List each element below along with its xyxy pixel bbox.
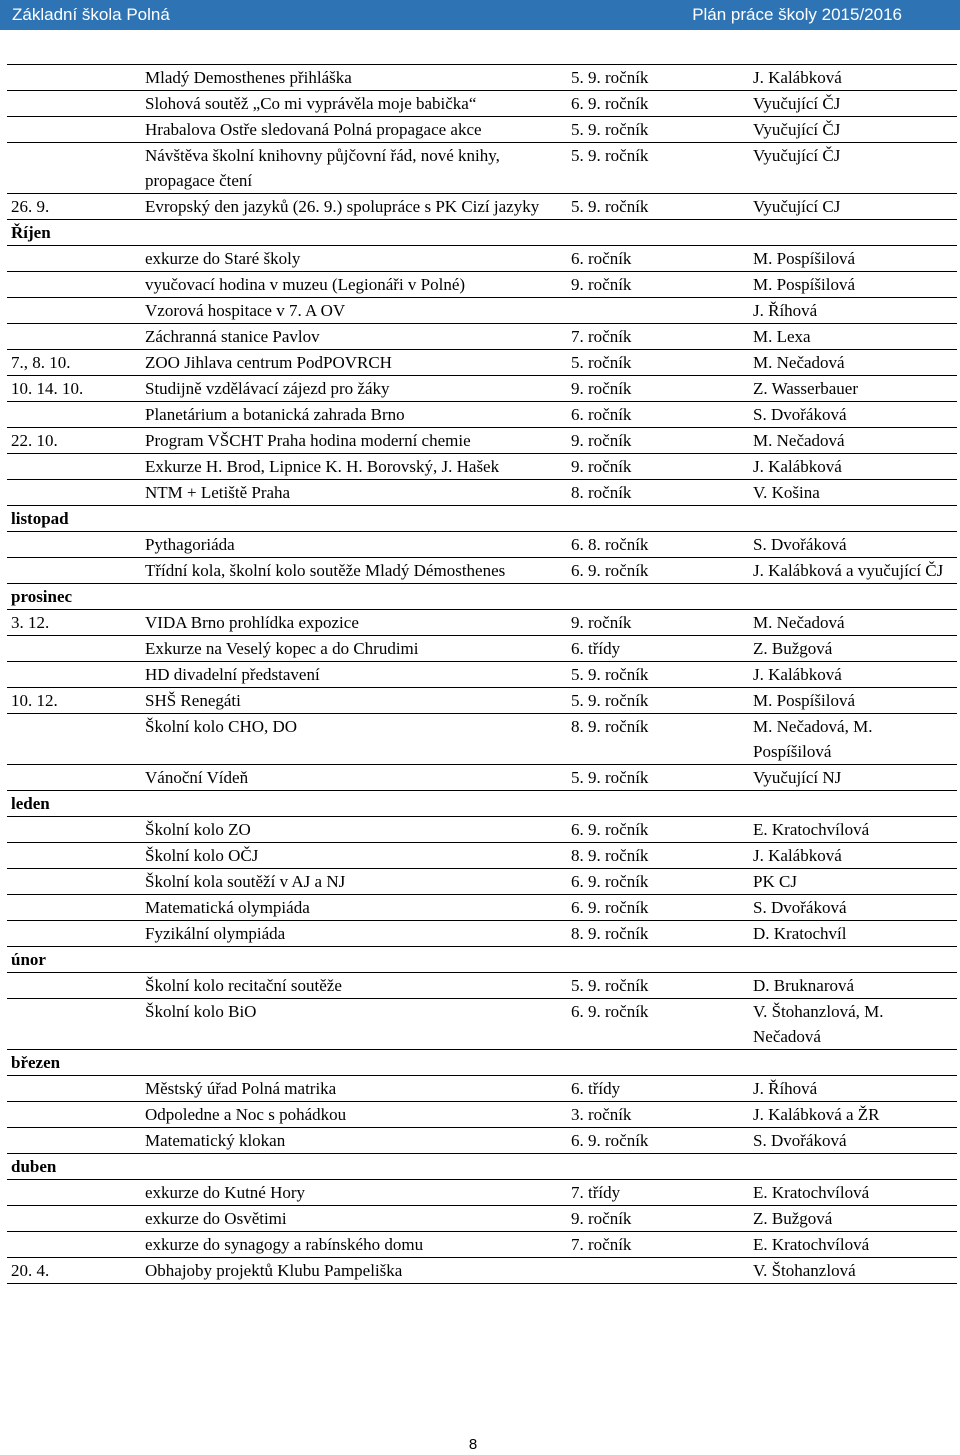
event-name: Třídní kola, školní kolo soutěže Mladý Démosthenes <box>141 558 567 584</box>
event-name: Školní kola soutěží v AJ a NJ <box>141 869 567 895</box>
schedule-row <box>7 402 957 428</box>
event-name: Fyzikální olympiáda <box>141 921 567 947</box>
event-name: VIDA Brno prohlídka expozice <box>141 610 567 636</box>
event-name: ZOO Jihlava centrum PodPOVRCH <box>141 350 567 376</box>
event-person: M. Nečadová <box>749 428 957 454</box>
event-date <box>7 869 141 895</box>
event-date <box>7 1128 141 1154</box>
event-grade <box>567 298 749 324</box>
schedule-row <box>7 480 957 506</box>
page-header <box>0 0 960 30</box>
event-person: Vyučující ČJ <box>749 117 957 143</box>
event-date <box>7 117 141 143</box>
event-date: 20. 4. <box>7 1258 141 1284</box>
event-date <box>7 895 141 921</box>
event-person: M. Lexa <box>749 324 957 350</box>
event-name: Matematický klokan <box>141 1128 567 1154</box>
schedule-row <box>7 869 957 895</box>
event-name: SHŠ Renegáti <box>141 688 567 714</box>
event-date <box>7 1206 141 1232</box>
schedule-row <box>7 765 957 791</box>
event-name: Pythagoriáda <box>141 532 567 558</box>
schedule-row <box>7 272 957 298</box>
event-person: J. Kalábková <box>749 843 957 869</box>
event-date <box>7 532 141 558</box>
month-label: Říjen <box>7 220 957 246</box>
schedule-row <box>7 843 957 869</box>
schedule-row <box>7 999 957 1050</box>
event-date <box>7 65 141 91</box>
month-row <box>7 1050 957 1076</box>
event-grade: 9. ročník <box>567 272 749 298</box>
event-name: Exkurze H. Brod, Lipnice K. H. Borovský, J. Hašek <box>141 454 567 480</box>
event-person: V. Štohanzlová <box>749 1258 957 1284</box>
schedule-row <box>7 91 957 117</box>
event-person: M. Pospíšilová <box>749 246 957 272</box>
event-grade: 5. 9. ročník <box>567 194 749 220</box>
event-person: V. Štohanzlová, M. Nečadová <box>749 999 957 1050</box>
event-grade: 5. 9. ročník <box>567 143 749 194</box>
month-row <box>7 506 957 532</box>
event-grade: 9. ročník <box>567 454 749 480</box>
event-person: M. Nečadová <box>749 610 957 636</box>
month-row <box>7 220 957 246</box>
event-date <box>7 246 141 272</box>
event-name: Studijně vzdělávací zájezd pro žáky <box>141 376 567 402</box>
event-grade: 9. ročník <box>567 428 749 454</box>
schedule-row <box>7 895 957 921</box>
schedule-row <box>7 454 957 480</box>
event-name: Matematická olympiáda <box>141 895 567 921</box>
event-person: S. Dvořáková <box>749 402 957 428</box>
event-grade: 9. ročník <box>567 376 749 402</box>
event-grade <box>567 1258 749 1284</box>
event-name: Školní kolo ZO <box>141 817 567 843</box>
event-date: 26. 9. <box>7 194 141 220</box>
event-date <box>7 558 141 584</box>
event-date <box>7 91 141 117</box>
schedule-row <box>7 324 957 350</box>
event-name: Evropský den jazyků (26. 9.) spolupráce s PK Cizí jazyky <box>141 194 567 220</box>
schedule-row <box>7 1232 957 1258</box>
event-date: 10. 12. <box>7 688 141 714</box>
event-date <box>7 921 141 947</box>
event-date <box>7 298 141 324</box>
event-date: 10. 14. 10. <box>7 376 141 402</box>
event-person: D. Bruknarová <box>749 973 957 999</box>
event-name: Školní kolo CHO, DO <box>141 714 567 765</box>
event-person: E. Kratochvílová <box>749 1180 957 1206</box>
schedule-row <box>7 117 957 143</box>
event-grade: 6. 9. ročník <box>567 817 749 843</box>
event-date <box>7 817 141 843</box>
event-name: exkurze do Osvětimi <box>141 1206 567 1232</box>
event-person: S. Dvořáková <box>749 1128 957 1154</box>
event-person: D. Kratochvíl <box>749 921 957 947</box>
schedule-row <box>7 1258 957 1284</box>
event-date <box>7 1102 141 1128</box>
schedule-body <box>7 65 957 1284</box>
event-grade: 5. 9. ročník <box>567 117 749 143</box>
schedule-row <box>7 1206 957 1232</box>
event-name: Školní kolo recitační soutěže <box>141 973 567 999</box>
schedule-row <box>7 558 957 584</box>
schedule-row <box>7 376 957 402</box>
event-grade: 6. 9. ročník <box>567 895 749 921</box>
event-date <box>7 1232 141 1258</box>
event-person: Vyučující NJ <box>749 765 957 791</box>
event-grade: 5. 9. ročník <box>567 765 749 791</box>
schedule-row <box>7 194 957 220</box>
event-person: J. Kalábková <box>749 662 957 688</box>
event-date <box>7 143 141 194</box>
month-label: únor <box>7 947 957 973</box>
event-grade: 7. ročník <box>567 324 749 350</box>
schedule-row <box>7 1076 957 1102</box>
event-date <box>7 324 141 350</box>
month-label: leden <box>7 791 957 817</box>
event-name: Program VŠCHT Praha hodina moderní chemie <box>141 428 567 454</box>
schedule-row <box>7 246 957 272</box>
event-person: S. Dvořáková <box>749 532 957 558</box>
event-date <box>7 1076 141 1102</box>
event-person: Vyučující ČJ <box>749 143 957 194</box>
schedule-row <box>7 298 957 324</box>
event-grade: 5. 9. ročník <box>567 688 749 714</box>
event-grade: 5. 9. ročník <box>567 662 749 688</box>
event-date <box>7 714 141 765</box>
month-row <box>7 791 957 817</box>
schedule-row <box>7 688 957 714</box>
event-name: Školní kolo BiO <box>141 999 567 1050</box>
event-date <box>7 765 141 791</box>
schedule-row <box>7 636 957 662</box>
event-date <box>7 662 141 688</box>
event-date <box>7 402 141 428</box>
schedule-row <box>7 817 957 843</box>
event-date <box>7 636 141 662</box>
schedule-table <box>7 64 957 1284</box>
event-name: NTM + Letiště Praha <box>141 480 567 506</box>
event-grade: 6. 9. ročník <box>567 999 749 1050</box>
month-label: listopad <box>7 506 957 532</box>
schedule-row <box>7 973 957 999</box>
event-person: Z. Bužgová <box>749 1206 957 1232</box>
event-name: Záchranná stanice Pavlov <box>141 324 567 350</box>
event-grade: 5. 9. ročník <box>567 65 749 91</box>
event-grade: 8. 9. ročník <box>567 714 749 765</box>
document-title: Plán práce školy 2015/2016 <box>692 5 902 24</box>
event-grade: 6. ročník <box>567 246 749 272</box>
event-name: Návštěva školní knihovny půjčovní řád, nové knihy, propagace čtení <box>141 143 567 194</box>
event-person: J. Říhová <box>749 1076 957 1102</box>
schedule-row <box>7 350 957 376</box>
event-grade: 3. ročník <box>567 1102 749 1128</box>
event-person: J. Kalábková <box>749 454 957 480</box>
event-person: PK CJ <box>749 869 957 895</box>
event-grade: 7. třídy <box>567 1180 749 1206</box>
event-grade: 9. ročník <box>567 1206 749 1232</box>
event-name: Odpoledne a Noc s pohádkou <box>141 1102 567 1128</box>
event-date <box>7 480 141 506</box>
event-person: E. Kratochvílová <box>749 817 957 843</box>
event-person: Z. Wasserbauer <box>749 376 957 402</box>
month-row <box>7 584 957 610</box>
event-name: Exkurze na Veselý kopec a do Chrudimi <box>141 636 567 662</box>
event-name: vyučovací hodina v muzeu (Legionáři v Polné) <box>141 272 567 298</box>
month-label: březen <box>7 1050 957 1076</box>
event-grade: 8. 9. ročník <box>567 921 749 947</box>
schedule-row <box>7 532 957 558</box>
event-grade: 7. ročník <box>567 1232 749 1258</box>
schedule-row <box>7 714 957 765</box>
event-person: J. Kalábková a ŽR <box>749 1102 957 1128</box>
event-name: Planetárium a botanická zahrada Brno <box>141 402 567 428</box>
schedule-row <box>7 1128 957 1154</box>
event-name: Městský úřad Polná matrika <box>141 1076 567 1102</box>
event-grade: 8. ročník <box>567 480 749 506</box>
event-grade: 9. ročník <box>567 610 749 636</box>
event-person: M. Nečadová, M. Pospíšilová <box>749 714 957 765</box>
event-date <box>7 1180 141 1206</box>
event-name: Vánoční Vídeň <box>141 765 567 791</box>
event-person: V. Košina <box>749 480 957 506</box>
schedule-row <box>7 1102 957 1128</box>
event-date <box>7 999 141 1050</box>
schedule-row <box>7 1180 957 1206</box>
event-date <box>7 454 141 480</box>
event-person: J. Říhová <box>749 298 957 324</box>
event-date <box>7 843 141 869</box>
event-name: Vzorová hospitace v 7. A OV <box>141 298 567 324</box>
event-person: M. Pospíšilová <box>749 272 957 298</box>
schedule-row <box>7 65 957 91</box>
event-name: Mladý Demosthenes přihláška <box>141 65 567 91</box>
event-grade: 8. 9. ročník <box>567 843 749 869</box>
event-grade: 5. 9. ročník <box>567 973 749 999</box>
event-grade: 6. 9. ročník <box>567 1128 749 1154</box>
event-name: Obhajoby projektů Klubu Pampeliška <box>141 1258 567 1284</box>
event-grade: 6. ročník <box>567 402 749 428</box>
event-person: Vyučující ČJ <box>749 91 957 117</box>
event-grade: 6. 9. ročník <box>567 91 749 117</box>
event-grade: 6. 9. ročník <box>567 558 749 584</box>
event-person: J. Kalábková <box>749 65 957 91</box>
event-date <box>7 272 141 298</box>
schedule-row <box>7 610 957 636</box>
event-name: exkurze do Staré školy <box>141 246 567 272</box>
schedule-row <box>7 662 957 688</box>
event-date: 3. 12. <box>7 610 141 636</box>
month-row <box>7 947 957 973</box>
event-name: Hrabalova Ostře sledovaná Polná propagace akce <box>141 117 567 143</box>
event-name: HD divadelní představení <box>141 662 567 688</box>
event-date: 7., 8. 10. <box>7 350 141 376</box>
event-name: exkurze do Kutné Hory <box>141 1180 567 1206</box>
event-person: M. Pospíšilová <box>749 688 957 714</box>
event-person: J. Kalábková a vyučující ČJ <box>749 558 957 584</box>
event-grade: 5. ročník <box>567 350 749 376</box>
month-label: prosinec <box>7 584 957 610</box>
event-person: Vyučující CJ <box>749 194 957 220</box>
event-date: 22. 10. <box>7 428 141 454</box>
event-grade: 6. třídy <box>567 1076 749 1102</box>
event-person: E. Kratochvílová <box>749 1232 957 1258</box>
event-name: Slohová soutěž „Co mi vyprávěla moje babička“ <box>141 91 567 117</box>
schedule-row <box>7 428 957 454</box>
event-person: M. Nečadová <box>749 350 957 376</box>
event-grade: 6. třídy <box>567 636 749 662</box>
month-row <box>7 1154 957 1180</box>
event-person: S. Dvořáková <box>749 895 957 921</box>
schedule-row <box>7 921 957 947</box>
event-name: exkurze do synagogy a rabínského domu <box>141 1232 567 1258</box>
event-grade: 6. 8. ročník <box>567 532 749 558</box>
month-label: duben <box>7 1154 957 1180</box>
event-grade: 6. 9. ročník <box>567 869 749 895</box>
schedule-row <box>7 143 957 194</box>
school-name: Základní škola Polná <box>12 5 170 24</box>
event-date <box>7 973 141 999</box>
event-name: Školní kolo OČJ <box>141 843 567 869</box>
event-person: Z. Bužgová <box>749 636 957 662</box>
page-number: 8 <box>468 1436 478 1453</box>
